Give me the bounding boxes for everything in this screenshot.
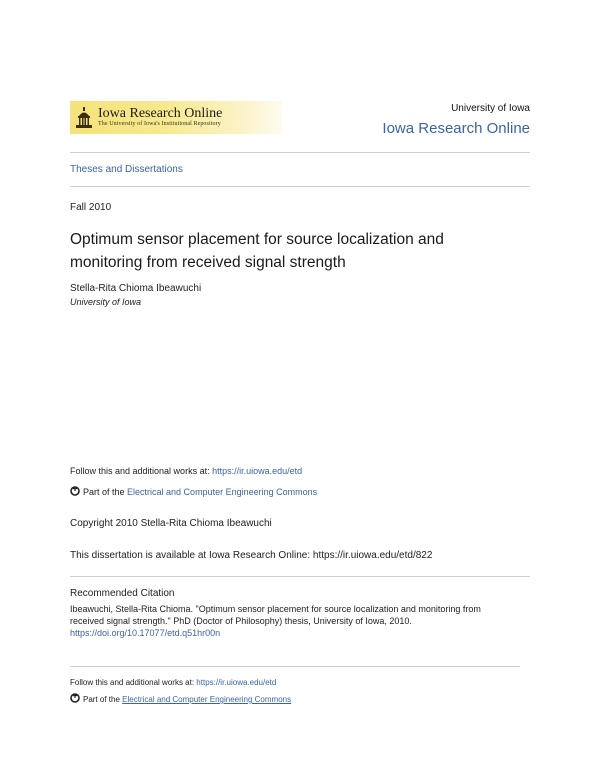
title-line-1: Optimum sensor placement for source localization and	[70, 231, 444, 248]
series-link[interactable]: Theses and Dissertations	[70, 164, 183, 175]
logo-title: Iowa Research Online	[98, 106, 223, 121]
availability-notice: This dissertation is available at Iowa Research Online: https://ir.uiowa.edu/etd/822	[70, 550, 433, 561]
footer-commons-link[interactable]: Electrical and Computer Engineering Commons	[122, 695, 292, 704]
citation-line-2: received signal strength." PhD (Doctor of Philosophy) thesis, University of Iowa, 2010.	[70, 616, 412, 626]
footer-part-of-text: Part of the	[83, 695, 123, 704]
part-of-text: Part of the	[83, 487, 128, 497]
divider	[70, 186, 530, 187]
divider	[70, 576, 530, 577]
part-of-line	[70, 486, 317, 497]
capitol-building-icon	[75, 107, 93, 129]
footer-follow-text: Follow this and additional works at:	[70, 678, 197, 687]
document-title	[70, 228, 490, 274]
footer-part-of-line	[70, 693, 291, 704]
author-name: Stella-Rita Chioma Ibeawuchi	[70, 283, 202, 294]
repository-logo	[70, 101, 282, 134]
divider	[70, 666, 520, 667]
commons-link[interactable]: Electrical and Computer Engineering Commons	[127, 487, 318, 497]
open-access-icon	[70, 693, 80, 703]
publication-date: Fall 2010	[70, 202, 112, 213]
footer-follow-url-link[interactable]: https://ir.uiowa.edu/etd	[196, 678, 277, 687]
author-affiliation: University of Iowa	[70, 297, 142, 307]
citation-heading: Recommended Citation	[70, 588, 175, 599]
citation-body	[70, 603, 530, 639]
repository-name[interactable]: Iowa Research Online	[382, 120, 530, 137]
copyright-notice: Copyright 2010 Stella-Rita Chioma Ibeawuchi	[70, 518, 272, 529]
footer-follow-line	[70, 678, 276, 687]
logo-subtitle: The University of Iowa's Institutional Repository	[98, 121, 221, 127]
title-line-2: monitoring from received signal strength	[70, 254, 346, 271]
follow-line	[70, 466, 302, 476]
divider	[70, 152, 530, 153]
citation-line-1: Ibeawuchi, Stella-Rita Chioma. "Optimum sensor placement for source localization and monitoring from	[70, 604, 481, 614]
follow-text: Follow this and additional works at:	[70, 466, 213, 476]
university-name: University of Iowa	[451, 103, 530, 114]
follow-url-link[interactable]: https://ir.uiowa.edu/etd	[212, 466, 303, 476]
open-access-icon	[70, 486, 80, 496]
doi-link[interactable]: https://doi.org/10.17077/etd.q51hr00n	[70, 628, 221, 638]
